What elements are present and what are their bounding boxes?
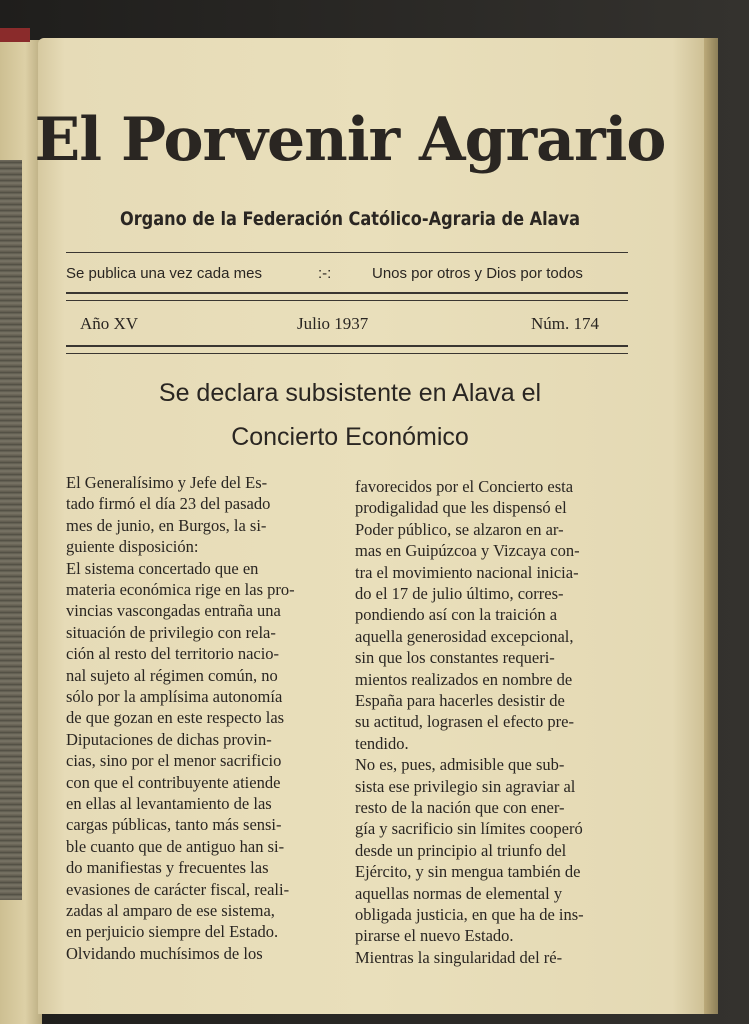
- article-line: evasiones de carácter fiscal, reali-: [66, 879, 290, 899]
- article-line: resto de la nación que con ener-: [355, 798, 565, 817]
- article-line: Mientras la singularidad del ré-: [355, 947, 563, 967]
- article-line: zadas al amparo de ese sistema,: [66, 901, 275, 920]
- article-line: mientos realizados en nombre de: [355, 669, 573, 689]
- article-line: guiente disposición:: [66, 537, 199, 557]
- article-line: aquella generosidad excepcional,: [355, 626, 574, 646]
- motto: Unos por otros y Dios por todos: [372, 265, 583, 282]
- article-line: sista ese privilegio sin agraviar al: [355, 776, 576, 796]
- article-line: pirarse el nuevo Estado.: [355, 926, 514, 946]
- article-line: No es, pues, admisible que sub-: [355, 755, 565, 775]
- issue-year: Año XV: [80, 314, 139, 333]
- article-line: tendido.: [355, 733, 409, 753]
- previous-page-photo-edge: [0, 160, 22, 900]
- article-line: Olvidando muchísimos de los: [66, 943, 263, 963]
- article-line: prodigalidad que les dispensó el: [355, 498, 567, 518]
- article-line: ble cuanto que de antiguo han si-: [66, 836, 285, 856]
- page-stack-edge: [704, 38, 718, 1014]
- article-line: vincias vascongadas entraña una: [66, 601, 281, 621]
- article-line: gía y sacrificio sin límites cooperó: [355, 819, 583, 839]
- article-line: favorecidos por el Concierto esta: [355, 477, 574, 496]
- article-line: cargas públicas, tanto más sensi-: [66, 815, 282, 835]
- article-line: mas en Guipúzcoa y Vizcaya con-: [355, 541, 580, 561]
- article-line: do el 17 de julio último, corres-: [355, 584, 564, 603]
- rule-issue-b: [66, 353, 628, 354]
- rule-top: [66, 252, 628, 253]
- article-line: cias, sino por el menor sacrificio: [66, 751, 282, 771]
- article-line: do manifiestas y frecuentes las: [66, 858, 269, 878]
- rule-double-b: [66, 300, 628, 301]
- article-line: tra el movimiento nacional inicia-: [355, 562, 579, 582]
- info-separator: :-:: [318, 265, 332, 282]
- article-line: con que el contribuyente atiende: [66, 772, 281, 792]
- article-line: mes de junio, en Burgos, la si-: [66, 515, 267, 535]
- article-line: El Generalísimo y Jefe del Es-: [66, 473, 268, 492]
- article-line: situación de privilegio con rela-: [66, 622, 276, 642]
- article-line: aquellas normas de elemental y: [355, 883, 563, 903]
- article-headline-line2: Concierto Económico: [231, 423, 469, 451]
- article-line: sin que los constantes requeri-: [355, 648, 555, 668]
- article-line: desde un principio al triunfo del: [355, 840, 567, 860]
- bookmark-strip: [0, 28, 30, 42]
- issue-date: Julio 1937: [297, 314, 369, 333]
- article-line: nal sujeto al régimen común, no: [66, 665, 278, 685]
- article-line: Diputaciones de dichas provin-: [66, 729, 272, 749]
- masthead-title: El Porvenir Agrario: [34, 105, 666, 175]
- rule-issue-a: [66, 345, 628, 347]
- article-line: su actitud, lograsen el efecto pre-: [355, 712, 574, 732]
- article-line: tado firmó el día 23 del pasado: [66, 494, 271, 514]
- article-line: de que gozan en este respecto las: [66, 708, 285, 728]
- article-line: en perjuicio siempre del Estado.: [66, 922, 279, 942]
- publication-frequency: Se publica una vez cada mes: [66, 265, 262, 282]
- article-line: ción al resto del territorio nacio-: [66, 644, 280, 664]
- masthead-subtitle: Organo de la Federación Católico-Agraria de Alava: [119, 208, 581, 230]
- article-line: obligada justicia, en que ha de ins-: [355, 905, 584, 924]
- article-line: en ellas al levantamiento de las: [66, 794, 272, 813]
- article-line: pondiendo así con la traición a: [355, 605, 558, 625]
- article-line: Ejército, y sin mengua también de: [355, 862, 581, 882]
- article-line: España para hacerles desistir de: [355, 691, 565, 710]
- article-headline-line1: Se declara subsistente en Alava el: [158, 379, 542, 407]
- issue-number: Núm. 174: [531, 314, 599, 333]
- rule-double-a: [66, 292, 628, 294]
- article-line: materia económica rige en las pro-: [66, 580, 295, 599]
- article-line: El sistema concertado que en: [66, 558, 259, 578]
- article-line: sólo por la amplísima autonomía: [66, 687, 283, 706]
- article-line: Poder público, se alzaron en ar-: [355, 519, 564, 539]
